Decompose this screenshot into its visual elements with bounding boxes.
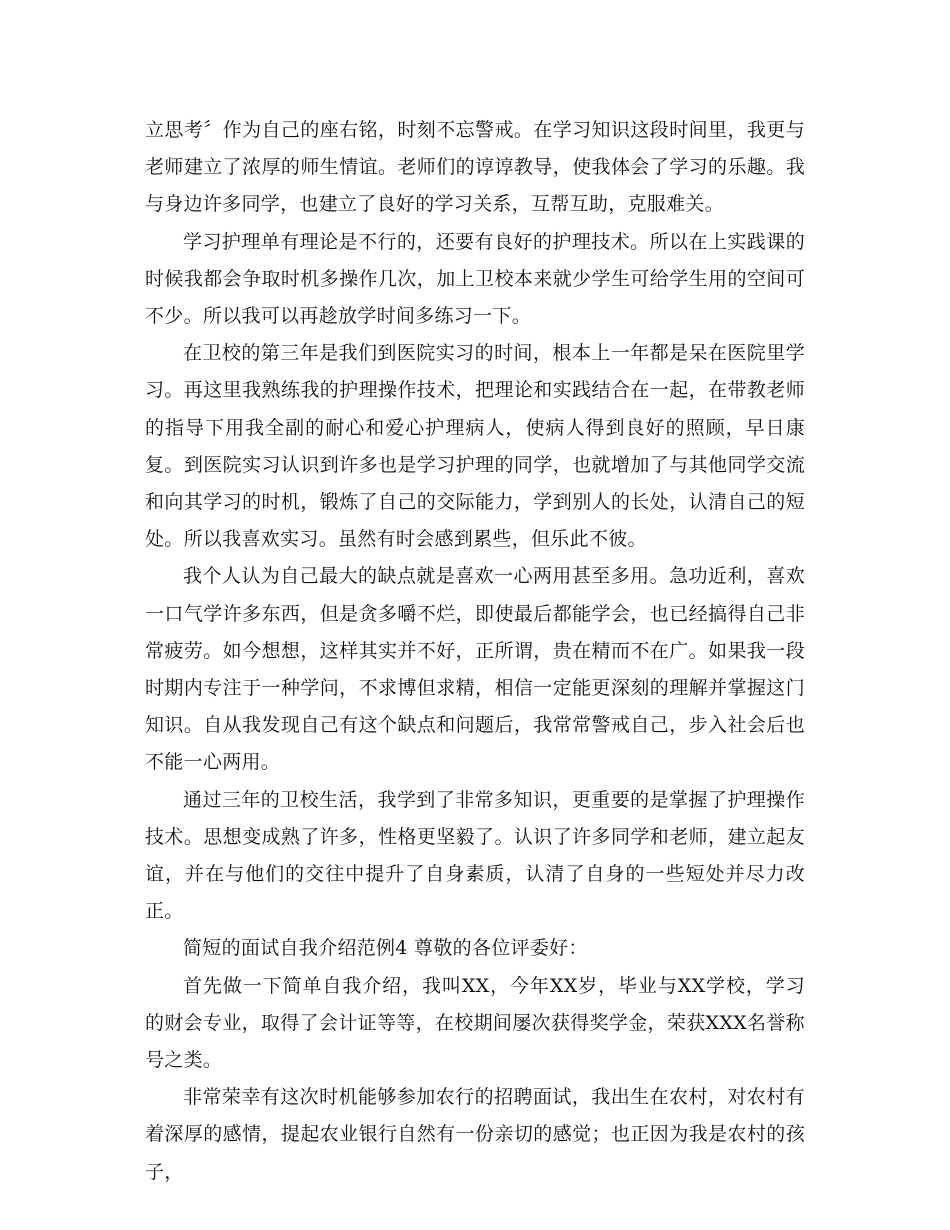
section-heading-example-4: 简短的面试自我介绍范例4 尊敬的各位评委好： <box>183 937 588 960</box>
paragraph-5: 通过三年的卫校生活，我学到了非常多知识，更重要的是掌握了护理操作技术。思想变成熟了许多，性格更坚毅了。认识了许多同学和老师，建立起友谊，并在与他们的交往中提升了自身素质，认清了自身的一些短处并尽力改正。 <box>145 788 805 923</box>
document-body <box>145 112 805 1191</box>
paragraph-2: 学习护理单有理论是不行的，还要有良好的护理技术。所以在上实践课的时候我都会争取时机多操作几次，加上卫校本来就少学生可给学生用的空间可不少。所以我可以再趁放学时间多练习一下。 <box>145 230 805 328</box>
paragraph-1: 立思考〞作为自己的座右铭，时刻不忘警戒。在学习知识这段时间里，我更与老师建立了浓厚的师生情谊。老师们的谆谆教导，使我体会了学习的乐趣。我与身边许多同学，也建立了良好的学习关系，互帮互助，克服难关。 <box>145 119 805 216</box>
paragraph-3: 在卫校的第三年是我们到医院实习的时间，根本上一年都是呆在医院里学习。再这里我熟练我的护理操作技术，把理论和实践结合在一起，在带教老师的指导下用我全副的耐心和爱心护理病人，使病人得到良好的照顾，早日康复。到医院实习认识到许多也是学习护理的同学，也就增加了与其他同学交流和向其学习的时机，锻炼了自己的交际能力，学到别人的长处，认清自己的短处。所以我喜欢实习。虽然有时会感到累些，但乐此不彼。 <box>145 342 805 551</box>
paragraph-7: 首先做一下简单自我介绍，我叫XX，今年XX岁，毕业与XX学校，学习的财会专业，取得了会计证等等，在校期间屡次获得奖学金，荣获XXX名誉称号之类。 <box>145 974 805 1072</box>
paragraph-8: 非常荣幸有这次时机能够参加农行的招聘面试，我出生在农村，对农村有着深厚的感情，提起农业银行自然有一份亲切的感觉；也正因为我是农村的孩子， <box>145 1086 805 1183</box>
paragraph-4: 我个人认为自己最大的缺点就是喜欢一心两用甚至多用。急功近利，喜欢一口气学许多东西，但是贪多嚼不烂，即使最后都能学会，也已经搞得自己非常疲劳。如今想想，这样其实并不好，正所谓，贵在精而不在广。如果我一段时期内专注于一种学问，不求博但求精，相信一定能更深刻的理解并掌握这门知识。自从我发现自己有这个缺点和问题后，我常常警戒自己，步入社会后也不能一心两用。 <box>145 565 805 774</box>
